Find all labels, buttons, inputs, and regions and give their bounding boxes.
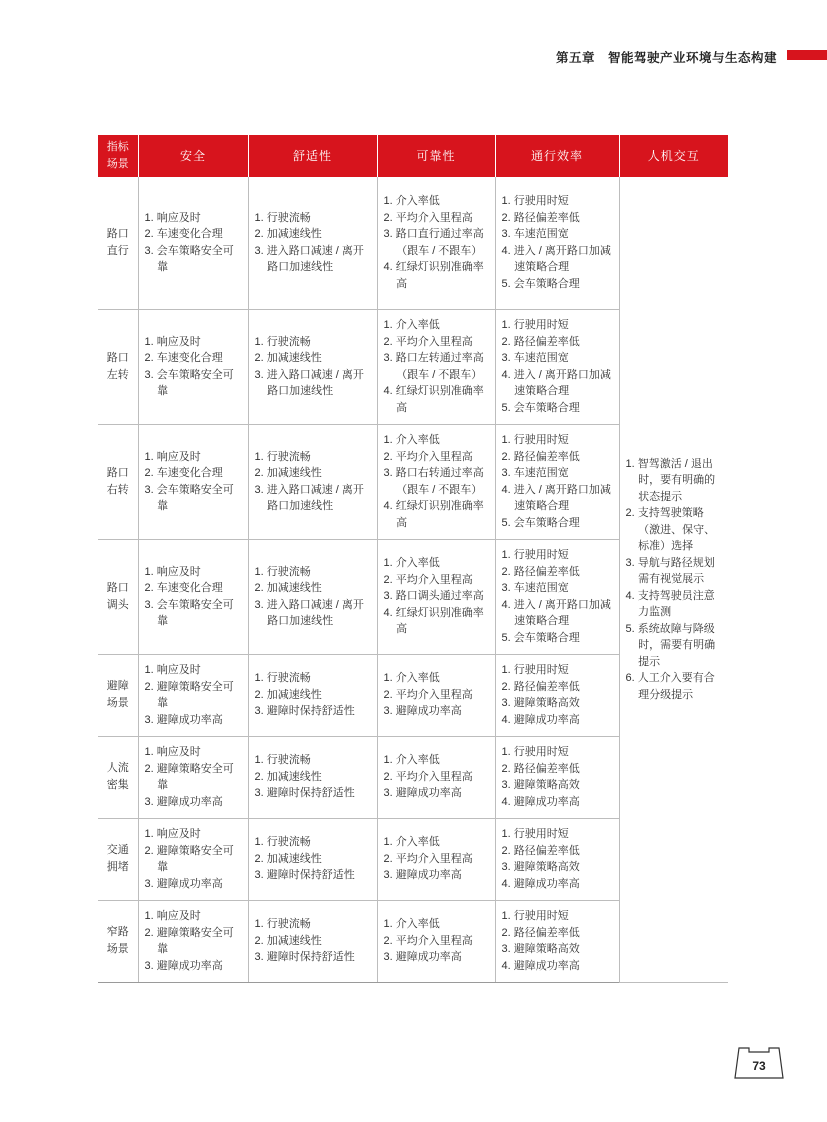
list-item: 4. 红绿灯识别准确率高 — [383, 261, 484, 290]
list-item: 2. 避障策略安全可靠 — [144, 926, 234, 955]
table-body — [98, 177, 728, 982]
list-item: 1. 行驶用时短 — [501, 664, 569, 676]
list-item: 1. 行驶流畅 — [254, 450, 311, 463]
list-item: 2. 加减速线性 — [254, 352, 322, 364]
reliability-cell — [377, 309, 495, 424]
list-item: 3. 避障策略高效 — [501, 943, 580, 955]
list-item: 3. 避障成功率高 — [383, 787, 462, 800]
list-item: 1. 介入率低 — [383, 672, 440, 685]
list-item: 1. 介入率低 — [383, 836, 440, 849]
comfort-list — [255, 564, 373, 630]
scene-label: 窄路 — [106, 926, 129, 938]
comfort-list — [255, 449, 373, 515]
scene-cell — [98, 736, 138, 818]
efficiency-list — [502, 662, 615, 728]
list-item: 3. 避障成功率高 — [144, 795, 223, 808]
list-item: 3. 车速范围宽 — [501, 352, 569, 364]
scene-cell — [98, 177, 138, 309]
reliability-cell — [377, 736, 495, 818]
chapter-title: 第五章 智能驾驶产业环境与生态构建 — [555, 51, 777, 65]
list-item: 2. 平均介入里程高 — [383, 450, 473, 463]
scene-cell — [98, 424, 138, 539]
comfort-list — [255, 752, 373, 802]
list-item: 3. 进入路口减速 / 离开路口加速线性 — [254, 598, 364, 627]
safety-cell — [138, 177, 248, 309]
list-item: 3. 会车策略安全可靠 — [144, 598, 234, 627]
list-item: 3. 避障成功率高 — [383, 705, 462, 718]
efficiency-list — [502, 317, 615, 416]
list-item: 3. 路口左转通过率高（跟车 / 不跟车） — [383, 352, 484, 381]
list-item: 2. 平均介入里程高 — [383, 688, 473, 701]
list-item: 1. 响应及时 — [144, 565, 201, 578]
list-item: 2. 路径偏差率低 — [501, 844, 580, 857]
reliability-cell — [377, 177, 495, 309]
efficiency-cell — [495, 424, 619, 539]
list-item: 1. 行驶用时短 — [501, 434, 569, 446]
scene-cell — [98, 900, 138, 982]
reliability-cell — [377, 654, 495, 736]
safety-cell — [138, 424, 248, 539]
reliability-list — [384, 670, 491, 720]
safety-list — [145, 564, 244, 630]
list-item: 1. 行驶用时短 — [501, 828, 569, 840]
list-item: 2. 路径偏差率低 — [501, 450, 580, 463]
list-item: 2. 车速变化合理 — [144, 467, 223, 479]
list-item: 3. 路口右转通过率高（跟车 / 不跟车） — [383, 467, 484, 496]
scene-cell — [98, 654, 138, 736]
efficiency-cell — [495, 177, 619, 309]
list-item: 1. 介入率低 — [383, 918, 440, 931]
scene-label: 场景 — [106, 697, 129, 709]
comfort-list — [255, 210, 373, 276]
list-item: 1. 行驶用时短 — [501, 746, 569, 758]
scene-label: 右转 — [106, 483, 129, 496]
list-item: 2. 路径偏差率低 — [501, 211, 580, 224]
list-item: 1. 行驶用时短 — [501, 195, 569, 208]
scene-cell — [98, 539, 138, 654]
list-item: 4. 进入 / 离开路口加减速策略合理 — [501, 598, 611, 627]
list-item: 2. 避障策略安全可靠 — [144, 844, 234, 873]
hmi-list — [626, 456, 723, 704]
scene-label: 左转 — [106, 368, 129, 381]
list-item: 4. 红绿灯识别准确率高 — [383, 500, 484, 529]
list-item: 3. 避障成功率高 — [144, 713, 223, 726]
efficiency-list — [502, 744, 615, 810]
list-item: 2. 平均介入里程高 — [383, 770, 473, 783]
list-item: 2. 路径偏差率低 — [501, 680, 580, 693]
list-item: 1. 行驶流畅 — [254, 754, 311, 767]
list-item: 3. 车速范围宽 — [501, 228, 569, 241]
comfort-list — [255, 334, 373, 400]
reliability-list — [384, 193, 491, 292]
scene-label: 交通 — [106, 844, 129, 856]
scene-label: 密集 — [106, 779, 129, 791]
header-accent-bar — [787, 50, 827, 60]
list-item: 2. 路径偏差率低 — [501, 565, 580, 578]
scene-label: 路口 — [106, 351, 129, 364]
list-item: 3. 进入路口减速 / 离开路口加速线性 — [254, 483, 364, 512]
list-item: 3. 车速范围宽 — [501, 467, 569, 479]
list-item: 1. 介入率低 — [383, 557, 440, 570]
list-item: 3. 导航与路径规划需有视觉展示 — [625, 556, 715, 585]
comfort-cell — [248, 654, 377, 736]
reliability-cell — [377, 900, 495, 982]
comfort-list — [255, 670, 373, 720]
safety-list — [145, 908, 244, 974]
column-header-comfort: 舒适性 — [248, 135, 377, 177]
list-item: 5. 会车策略合理 — [501, 277, 580, 290]
list-item: 6. 人工介入要有合理分级提示 — [625, 672, 715, 701]
list-item: 1. 响应及时 — [144, 335, 201, 348]
reliability-list — [384, 834, 491, 884]
hmi-cell — [619, 177, 728, 982]
list-item: 2. 加减速线性 — [254, 582, 322, 594]
list-item: 1. 响应及时 — [144, 664, 201, 676]
efficiency-list — [502, 432, 615, 531]
scene-cell — [98, 309, 138, 424]
corner-header — [98, 135, 138, 177]
efficiency-list — [502, 826, 615, 892]
list-item: 2. 平均介入里程高 — [383, 211, 473, 224]
safety-cell — [138, 309, 248, 424]
list-item: 3. 避障时保持舒适性 — [254, 869, 355, 882]
scene-label: 人流 — [106, 762, 129, 774]
efficiency-list — [502, 547, 615, 646]
scene-label: 路口 — [106, 466, 129, 479]
list-item: 5. 会车策略合理 — [501, 401, 580, 414]
list-item: 1. 响应及时 — [144, 828, 201, 840]
list-item: 1. 介入率低 — [383, 195, 440, 208]
reliability-list — [384, 916, 491, 966]
list-item: 2. 加减速线性 — [254, 688, 322, 701]
comfort-list — [255, 834, 373, 884]
list-item: 1. 行驶流畅 — [254, 335, 311, 348]
list-item: 2. 避障策略安全可靠 — [144, 762, 234, 791]
efficiency-list — [502, 908, 615, 974]
list-item: 3. 会车策略安全可靠 — [144, 483, 234, 512]
list-item: 5. 系统故障与降级时，需要有明确提示 — [625, 622, 716, 668]
list-item: 5. 会车策略合理 — [501, 516, 580, 529]
list-item: 4. 红绿灯识别准确率高 — [383, 606, 484, 636]
list-item: 4. 避障成功率高 — [501, 795, 580, 808]
comfort-cell — [248, 424, 377, 539]
efficiency-cell — [495, 736, 619, 818]
list-item: 1. 介入率低 — [383, 319, 440, 331]
list-item: 1. 响应及时 — [144, 746, 201, 758]
table-header-row — [98, 135, 728, 177]
evaluation-table — [98, 135, 728, 983]
column-header-reliability: 可靠性 — [377, 135, 495, 177]
list-item: 1. 响应及时 — [144, 910, 201, 922]
reliability-cell — [377, 539, 495, 654]
list-item: 2. 路径偏差率低 — [501, 335, 580, 348]
list-item: 1. 智驾激活 / 退出时，要有明确的状态提示 — [625, 457, 716, 503]
list-item: 4. 进入 / 离开路口加减速策略合理 — [501, 483, 611, 512]
reliability-list — [384, 752, 491, 802]
list-item: 3. 避障策略高效 — [501, 861, 580, 873]
list-item: 3. 避障策略高效 — [501, 697, 580, 709]
list-item: 2. 平均介入里程高 — [383, 852, 473, 865]
list-item: 2. 加减速线性 — [254, 852, 322, 865]
safety-cell — [138, 900, 248, 982]
scene-label: 直行 — [106, 244, 129, 257]
list-item: 2. 平均介入里程高 — [383, 335, 473, 348]
safety-cell — [138, 818, 248, 900]
efficiency-list — [502, 193, 615, 292]
list-item: 4. 避障成功率高 — [501, 877, 580, 890]
scene-label: 避障 — [106, 680, 129, 692]
safety-list — [145, 826, 244, 892]
list-item: 3. 避障成功率高 — [383, 869, 462, 882]
reliability-cell — [377, 424, 495, 539]
safety-list — [145, 662, 244, 728]
list-item: 2. 加减速线性 — [254, 934, 322, 947]
list-item: 2. 加减速线性 — [254, 467, 322, 479]
list-item: 2. 车速变化合理 — [144, 582, 223, 594]
safety-cell — [138, 654, 248, 736]
list-item: 3. 避障策略高效 — [501, 779, 580, 791]
list-item: 3. 会车策略安全可靠 — [144, 368, 234, 397]
list-item: 2. 加减速线性 — [254, 770, 322, 783]
scene-label: 调头 — [106, 598, 129, 611]
efficiency-cell — [495, 818, 619, 900]
safety-list — [145, 744, 244, 810]
safety-list — [145, 210, 244, 276]
efficiency-cell — [495, 654, 619, 736]
column-header-hmi: 人机交互 — [619, 135, 728, 177]
comfort-cell — [248, 309, 377, 424]
list-item: 3. 避障成功率高 — [144, 959, 223, 972]
column-header-safety: 安全 — [138, 135, 248, 177]
scene-label: 路口 — [106, 227, 129, 240]
list-item: 5. 会车策略合理 — [501, 631, 580, 644]
list-item: 1. 行驶用时短 — [501, 549, 569, 561]
list-item: 1. 介入率低 — [383, 434, 440, 446]
list-item: 3. 进入路口减速 / 离开路口加速线性 — [254, 368, 364, 397]
list-item: 3. 避障成功率高 — [144, 877, 223, 890]
list-item: 1. 行驶流畅 — [254, 918, 311, 931]
list-item: 2. 平均介入里程高 — [383, 573, 473, 586]
list-item: 1. 介入率低 — [383, 754, 440, 767]
list-item: 3. 路口调头通过率高 — [383, 590, 484, 603]
list-item: 4. 红绿灯识别准确率高 — [383, 385, 484, 414]
list-item: 3. 避障时保持舒适性 — [254, 705, 355, 718]
reliability-list — [384, 317, 491, 416]
list-item: 2. 车速变化合理 — [144, 352, 223, 364]
list-item: 4. 进入 / 离开路口加减速策略合理 — [501, 244, 611, 274]
list-item: 3. 避障成功率高 — [383, 951, 462, 964]
safety-cell — [138, 736, 248, 818]
list-item: 4. 避障成功率高 — [501, 713, 580, 726]
list-item: 2. 支持驾驶策略（激进、保守、标准）选择 — [625, 507, 716, 552]
column-header-efficiency: 通行效率 — [495, 135, 619, 177]
safety-cell — [138, 539, 248, 654]
list-item: 2. 路径偏差率低 — [501, 926, 580, 939]
list-item: 4. 支持驾驶员注意力监测 — [625, 589, 715, 618]
list-item: 1. 行驶流畅 — [254, 672, 311, 685]
list-item: 3. 进入路口减速 / 离开路口加速线性 — [254, 244, 364, 274]
list-item: 4. 避障成功率高 — [501, 959, 580, 972]
reliability-list — [384, 555, 491, 638]
list-item: 2. 平均介入里程高 — [383, 934, 473, 947]
list-item: 2. 避障策略安全可靠 — [144, 680, 234, 709]
list-item: 2. 路径偏差率低 — [501, 762, 580, 775]
list-item: 4. 进入 / 离开路口加减速策略合理 — [501, 368, 611, 397]
efficiency-cell — [495, 539, 619, 654]
comfort-list — [255, 916, 373, 966]
list-item: 1. 行驶用时短 — [501, 319, 569, 331]
efficiency-cell — [495, 309, 619, 424]
list-item: 3. 会车策略安全可靠 — [144, 244, 234, 274]
list-item: 1. 响应及时 — [144, 450, 201, 463]
list-item: 1. 行驶流畅 — [254, 565, 311, 578]
safety-list — [145, 334, 244, 400]
corner-label-top: 指标 — [106, 141, 129, 153]
safety-list — [145, 449, 244, 515]
scene-label: 路口 — [106, 581, 129, 594]
efficiency-cell — [495, 900, 619, 982]
comfort-cell — [248, 539, 377, 654]
reliability-cell — [377, 818, 495, 900]
list-item: 2. 车速变化合理 — [144, 228, 223, 241]
list-item: 1. 行驶流畅 — [254, 211, 311, 224]
scene-label: 拥堵 — [106, 861, 129, 873]
comfort-cell — [248, 818, 377, 900]
list-item: 1. 行驶用时短 — [501, 910, 569, 922]
list-item: 3. 避障时保持舒适性 — [254, 951, 355, 964]
table-row — [98, 177, 728, 309]
list-item: 2. 加减速线性 — [254, 228, 322, 241]
reliability-list — [384, 432, 491, 531]
comfort-cell — [248, 736, 377, 818]
page-number: 73 — [752, 1059, 766, 1073]
list-item: 1. 行驶流畅 — [254, 836, 311, 849]
comfort-cell — [248, 900, 377, 982]
list-item: 3. 避障时保持舒适性 — [254, 787, 355, 800]
scene-cell — [98, 818, 138, 900]
list-item: 3. 车速范围宽 — [501, 582, 569, 594]
comfort-cell — [248, 177, 377, 309]
corner-label-bottom: 场景 — [106, 158, 129, 170]
list-item: 1. 响应及时 — [144, 211, 201, 224]
scene-label: 场景 — [106, 943, 129, 955]
list-item: 3. 路口直行通过率高（跟车 / 不跟车） — [383, 228, 484, 257]
